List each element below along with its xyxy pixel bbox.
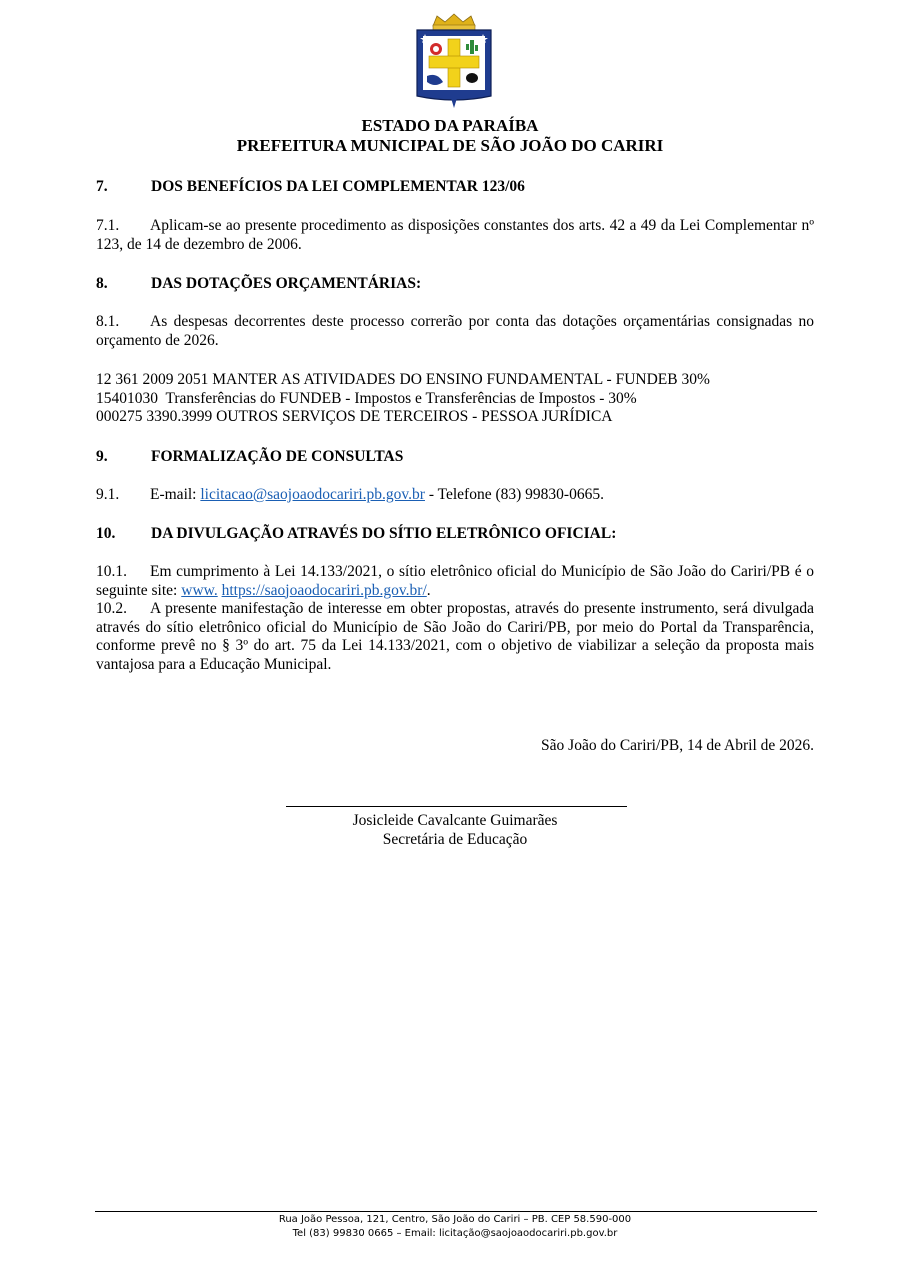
header-municipality: PREFEITURA MUNICIPAL DE SÃO JOÃO DO CARIRI — [236, 136, 664, 155]
budget-line-2: 15401030 Transferências do FUNDEB - Impostos e Transferências de Impostos - 30% — [96, 389, 637, 407]
footer-address: Rua João Pessoa, 121, Centro, São João do Cariri – PB. CEP 58.590-000 — [278, 1214, 632, 1225]
signatory-role: Secretária de Educação — [382, 831, 528, 848]
section-9-title: FORMALIZAÇÃO DE CONSULTAS — [151, 448, 404, 465]
municipal-coat-of-arms-icon — [413, 12, 495, 112]
budget-allocation — [96, 371, 814, 427]
signature-line — [286, 806, 627, 807]
section-8-heading — [96, 275, 814, 294]
header-state: ESTADO DA PARAÍBA — [361, 116, 539, 135]
section-7-number: 7. — [96, 178, 108, 195]
section-9-heading — [96, 448, 814, 467]
paragraph-9-1-number: 9.1. — [96, 486, 120, 503]
section-8-number: 8. — [96, 275, 108, 292]
paragraph-10-1-text: Em cumprimento à Lei 14.133/2021, o sítio eletrônico oficial do Município de São João do Cariri/PB é o seguinte site: — [96, 563, 814, 599]
paragraph-8-1-text: As despesas decorrentes deste processo correrão por conta das dotações orçamentárias consignadas no orçamento de 2026. — [96, 313, 814, 349]
paragraph-10-1-number: 10.1. — [96, 563, 127, 580]
paragraph-8-1 — [96, 313, 814, 350]
phone-text: - Telefone (83) 99830-0665. — [424, 486, 604, 503]
paragraph-7-1-number: 7.1. — [96, 217, 120, 234]
website-link-www[interactable]: www. — [181, 581, 218, 599]
dateline: São João do Cariri/PB, 14 de Abril de 2026. — [541, 737, 814, 754]
budget-line-1: 12 361 2009 2051 MANTER AS ATIVIDADES DO ENSINO FUNDAMENTAL - FUNDEB 30% — [96, 371, 710, 388]
paragraph-10-1-end: . — [426, 581, 431, 599]
signatory-name: Josicleide Cavalcante Guimarães — [352, 812, 558, 829]
section-10-heading — [96, 525, 814, 544]
section-8-title: DAS DOTAÇÕES ORÇAMENTÁRIAS: — [151, 275, 422, 292]
paragraph-7-1 — [96, 217, 814, 254]
website-link-url[interactable]: https://saojoaodocariri.pb.gov.br/ — [221, 581, 427, 599]
footer-contact: Tel (83) 99830 0665 – Email: licitação@saojoaodocariri.pb.gov.br — [292, 1228, 618, 1239]
section-7-heading — [96, 178, 814, 197]
paragraph-7-1-text: Aplicam-se ao presente procedimento as disposições constantes dos arts. 42 a 49 da Lei Complementar nº 123, de 14 de dezembro de 2006. — [96, 217, 814, 253]
paragraph-9-1 — [96, 486, 814, 505]
paragraph-10-2-text: A presente manifestação de interesse em obter propostas, através do presente instrumento, será divulgada através do sítio eletrônico oficial do Município de São João do Cariri/PB, por meio do Portal da Transparência, conforme prevê no § 3º do art. 75 da Lei 14.133/2021, com o objetivo de viabilizar a seleção da proposta mais vantajosa para a Educação Municipal. — [96, 600, 814, 673]
paragraph-10-1 — [96, 563, 814, 600]
section-10-title: DA DIVULGAÇÃO ATRAVÉS DO SÍTIO ELETRÔNICO OFICIAL: — [151, 525, 617, 542]
section-9-number: 9. — [96, 448, 108, 465]
email-link[interactable]: licitacao@saojoaodocariri.pb.gov.br — [200, 486, 425, 503]
email-label: E-mail: — [150, 486, 201, 503]
section-10-number: 10. — [96, 525, 116, 542]
footer-divider — [95, 1211, 817, 1212]
section-7-title: DOS BENEFÍCIOS DA LEI COMPLEMENTAR 123/06 — [151, 178, 525, 195]
budget-line-3: 000275 3390.3999 OUTROS SERVIÇOS DE TERCEIROS - PESSOA JURÍDICA — [96, 408, 613, 425]
paragraph-10-2 — [96, 600, 814, 674]
paragraph-8-1-number: 8.1. — [96, 313, 120, 330]
paragraph-10-2-number: 10.2. — [96, 600, 127, 617]
